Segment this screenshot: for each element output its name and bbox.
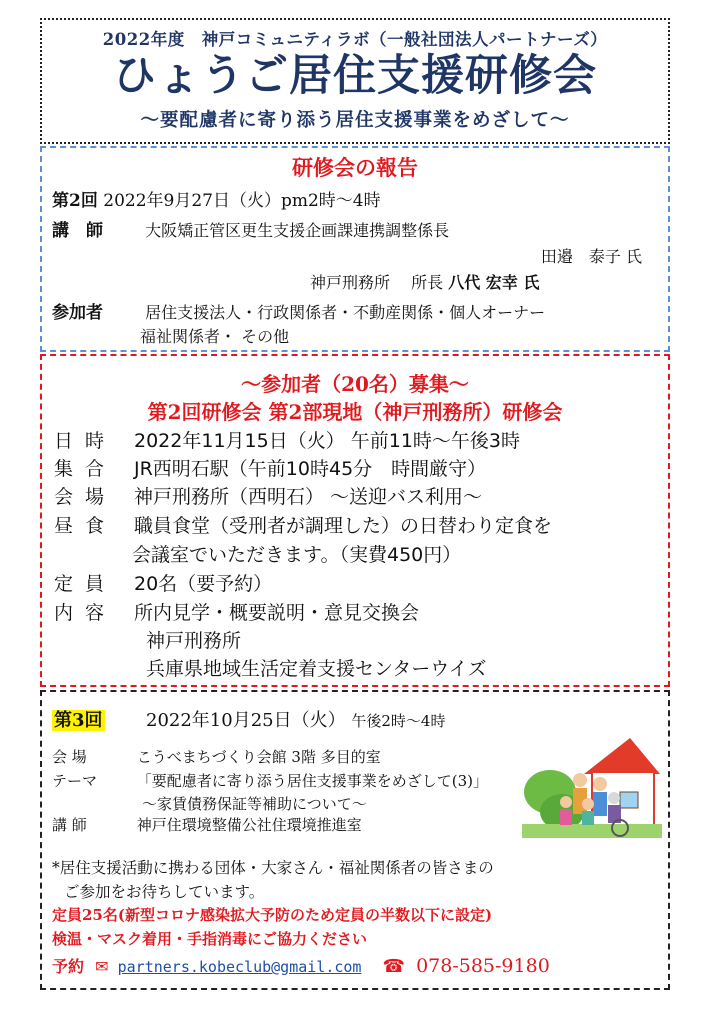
reserve-label: 予約	[52, 957, 85, 976]
recruit-row-value: 会議室でいただきます。（実費450円）	[132, 544, 462, 566]
session3-venue: こうべまちづくり会館 3階 多目的室	[136, 748, 381, 766]
recruit-row	[132, 540, 461, 567]
report-lecturer-1-name: 田邉 泰子 氏	[540, 247, 642, 266]
recruit-row	[54, 426, 520, 453]
recruit-row-value: 2022年11月15日（火） 午前11時～午後3時	[134, 430, 521, 452]
report-lecturer-2-org: 神戸刑務所 所長	[310, 273, 444, 292]
recruit-row	[54, 511, 552, 538]
report-heading: 研修会の報告	[292, 155, 418, 180]
session3-theme-line	[52, 770, 488, 791]
session3-theme-sub: ～家賃債務保証等補助について～	[142, 795, 367, 813]
session3-capacity-note: 定員25名(新型コロナ感染拡大予防のため定員の半数以下に設定)	[52, 906, 493, 924]
session3-note-2: ご参加をお待ちしています。	[64, 883, 265, 901]
recruit-row	[146, 626, 241, 653]
phone-number[interactable]: 078-585-9180	[416, 955, 550, 977]
phone-icon: ☎	[382, 956, 405, 977]
report-session-date: 2022年9月27日（火）pm2時～4時	[103, 191, 381, 211]
recruit-row-value: 兵庫県地域生活定着支援センターウイズ	[146, 658, 487, 680]
recruit-subheading: 第2回研修会 第2部現地（神戸刑務所）研修会	[147, 400, 563, 424]
report-participants-2: 福祉関係者・ その他	[140, 327, 290, 346]
session3-lecturer: 神戸住環境整備公社住環境推進室	[136, 816, 362, 834]
family-house-illustration	[522, 732, 662, 842]
session3-theme: 「要配慮者に寄り添う居住支援事業をめざして(3)」	[136, 772, 489, 790]
recruit-section	[40, 354, 670, 687]
session3-note-1: *居住支援活動に携わる団体・大家さん・福祉関係者の皆さまの	[52, 859, 494, 877]
report-participants-line	[52, 298, 545, 323]
recruit-row	[54, 569, 272, 596]
session3-label: 第3回	[54, 710, 103, 731]
report-lecturer-line	[52, 216, 449, 241]
page-title: ひょうご居住支援研修会	[113, 51, 597, 101]
session3-theme-label: テーマ	[52, 772, 98, 790]
session3-lecturer-line	[52, 814, 362, 835]
header-box	[40, 18, 670, 144]
organizer-line: 2022年度 神戸コミュニティラボ（一般社団法人パートナーズ）	[102, 30, 608, 49]
session3-venue-label: 会 場	[52, 748, 87, 766]
recruit-row	[54, 598, 419, 625]
recruit-row-value: 神戸刑務所（西明石） ～送迎バス利用～	[134, 486, 483, 508]
recruit-row-value: 20名（要予約）	[134, 573, 273, 595]
report-section	[40, 146, 670, 352]
recruit-row-label: 定 員	[54, 573, 108, 595]
session3-lecturer-label: 講 師	[52, 816, 87, 834]
session3-time: 午後2時～4時	[351, 712, 446, 730]
session3-venue-line	[52, 746, 381, 767]
session3-hygiene-note: 検温・マスク着用・手指消毒にご協力ください	[52, 930, 368, 948]
recruit-row-value: 所内見学・概要説明・意見交換会	[134, 602, 420, 624]
report-lecturer-2-line	[310, 270, 539, 293]
recruit-row	[146, 654, 486, 681]
recruit-row	[54, 482, 482, 509]
recruit-row-label: 昼 食	[54, 515, 108, 537]
recruit-heading: ～参加者（20名）募集～	[241, 372, 469, 396]
session3-reserve-line	[52, 954, 550, 977]
report-session-line	[52, 186, 381, 211]
recruit-row-value: 神戸刑務所	[146, 630, 242, 652]
recruit-row	[54, 454, 486, 481]
recruit-row-label: 集 合	[54, 458, 108, 480]
mail-icon: ✉	[95, 957, 109, 976]
report-participants-1: 居住支援法人・行政関係者・不動産関係・個人オーナー	[145, 303, 546, 322]
report-lecturer-label: 講 師	[52, 221, 103, 241]
page-subtitle: ～要配慮者に寄り添う居住支援事業をめざして～	[140, 110, 570, 131]
session3-header	[52, 706, 445, 732]
recruit-row-label: 会 場	[54, 486, 108, 508]
recruit-row-label: 日 時	[54, 430, 108, 452]
email-link[interactable]: partners.kobeclub@gmail.com	[117, 958, 362, 976]
report-lecturer-2-name: 八代 宏幸 氏	[448, 273, 540, 292]
report-lecturer-1-org: 大阪矯正管区更生支援企画課連携調整係長	[145, 221, 450, 240]
recruit-row-label: 内 容	[54, 602, 108, 624]
session3-date: 2022年10月25日（火）	[146, 710, 346, 731]
recruit-row-value: 職員食堂（受刑者が調理した）の日替わり定食を	[134, 515, 553, 537]
recruit-row-value: JR西明石駅（午前10時45分 時間厳守）	[134, 458, 487, 480]
report-session-label: 第2回	[52, 191, 98, 211]
report-participants-label: 参加者	[52, 303, 103, 323]
session3-section	[40, 690, 670, 990]
